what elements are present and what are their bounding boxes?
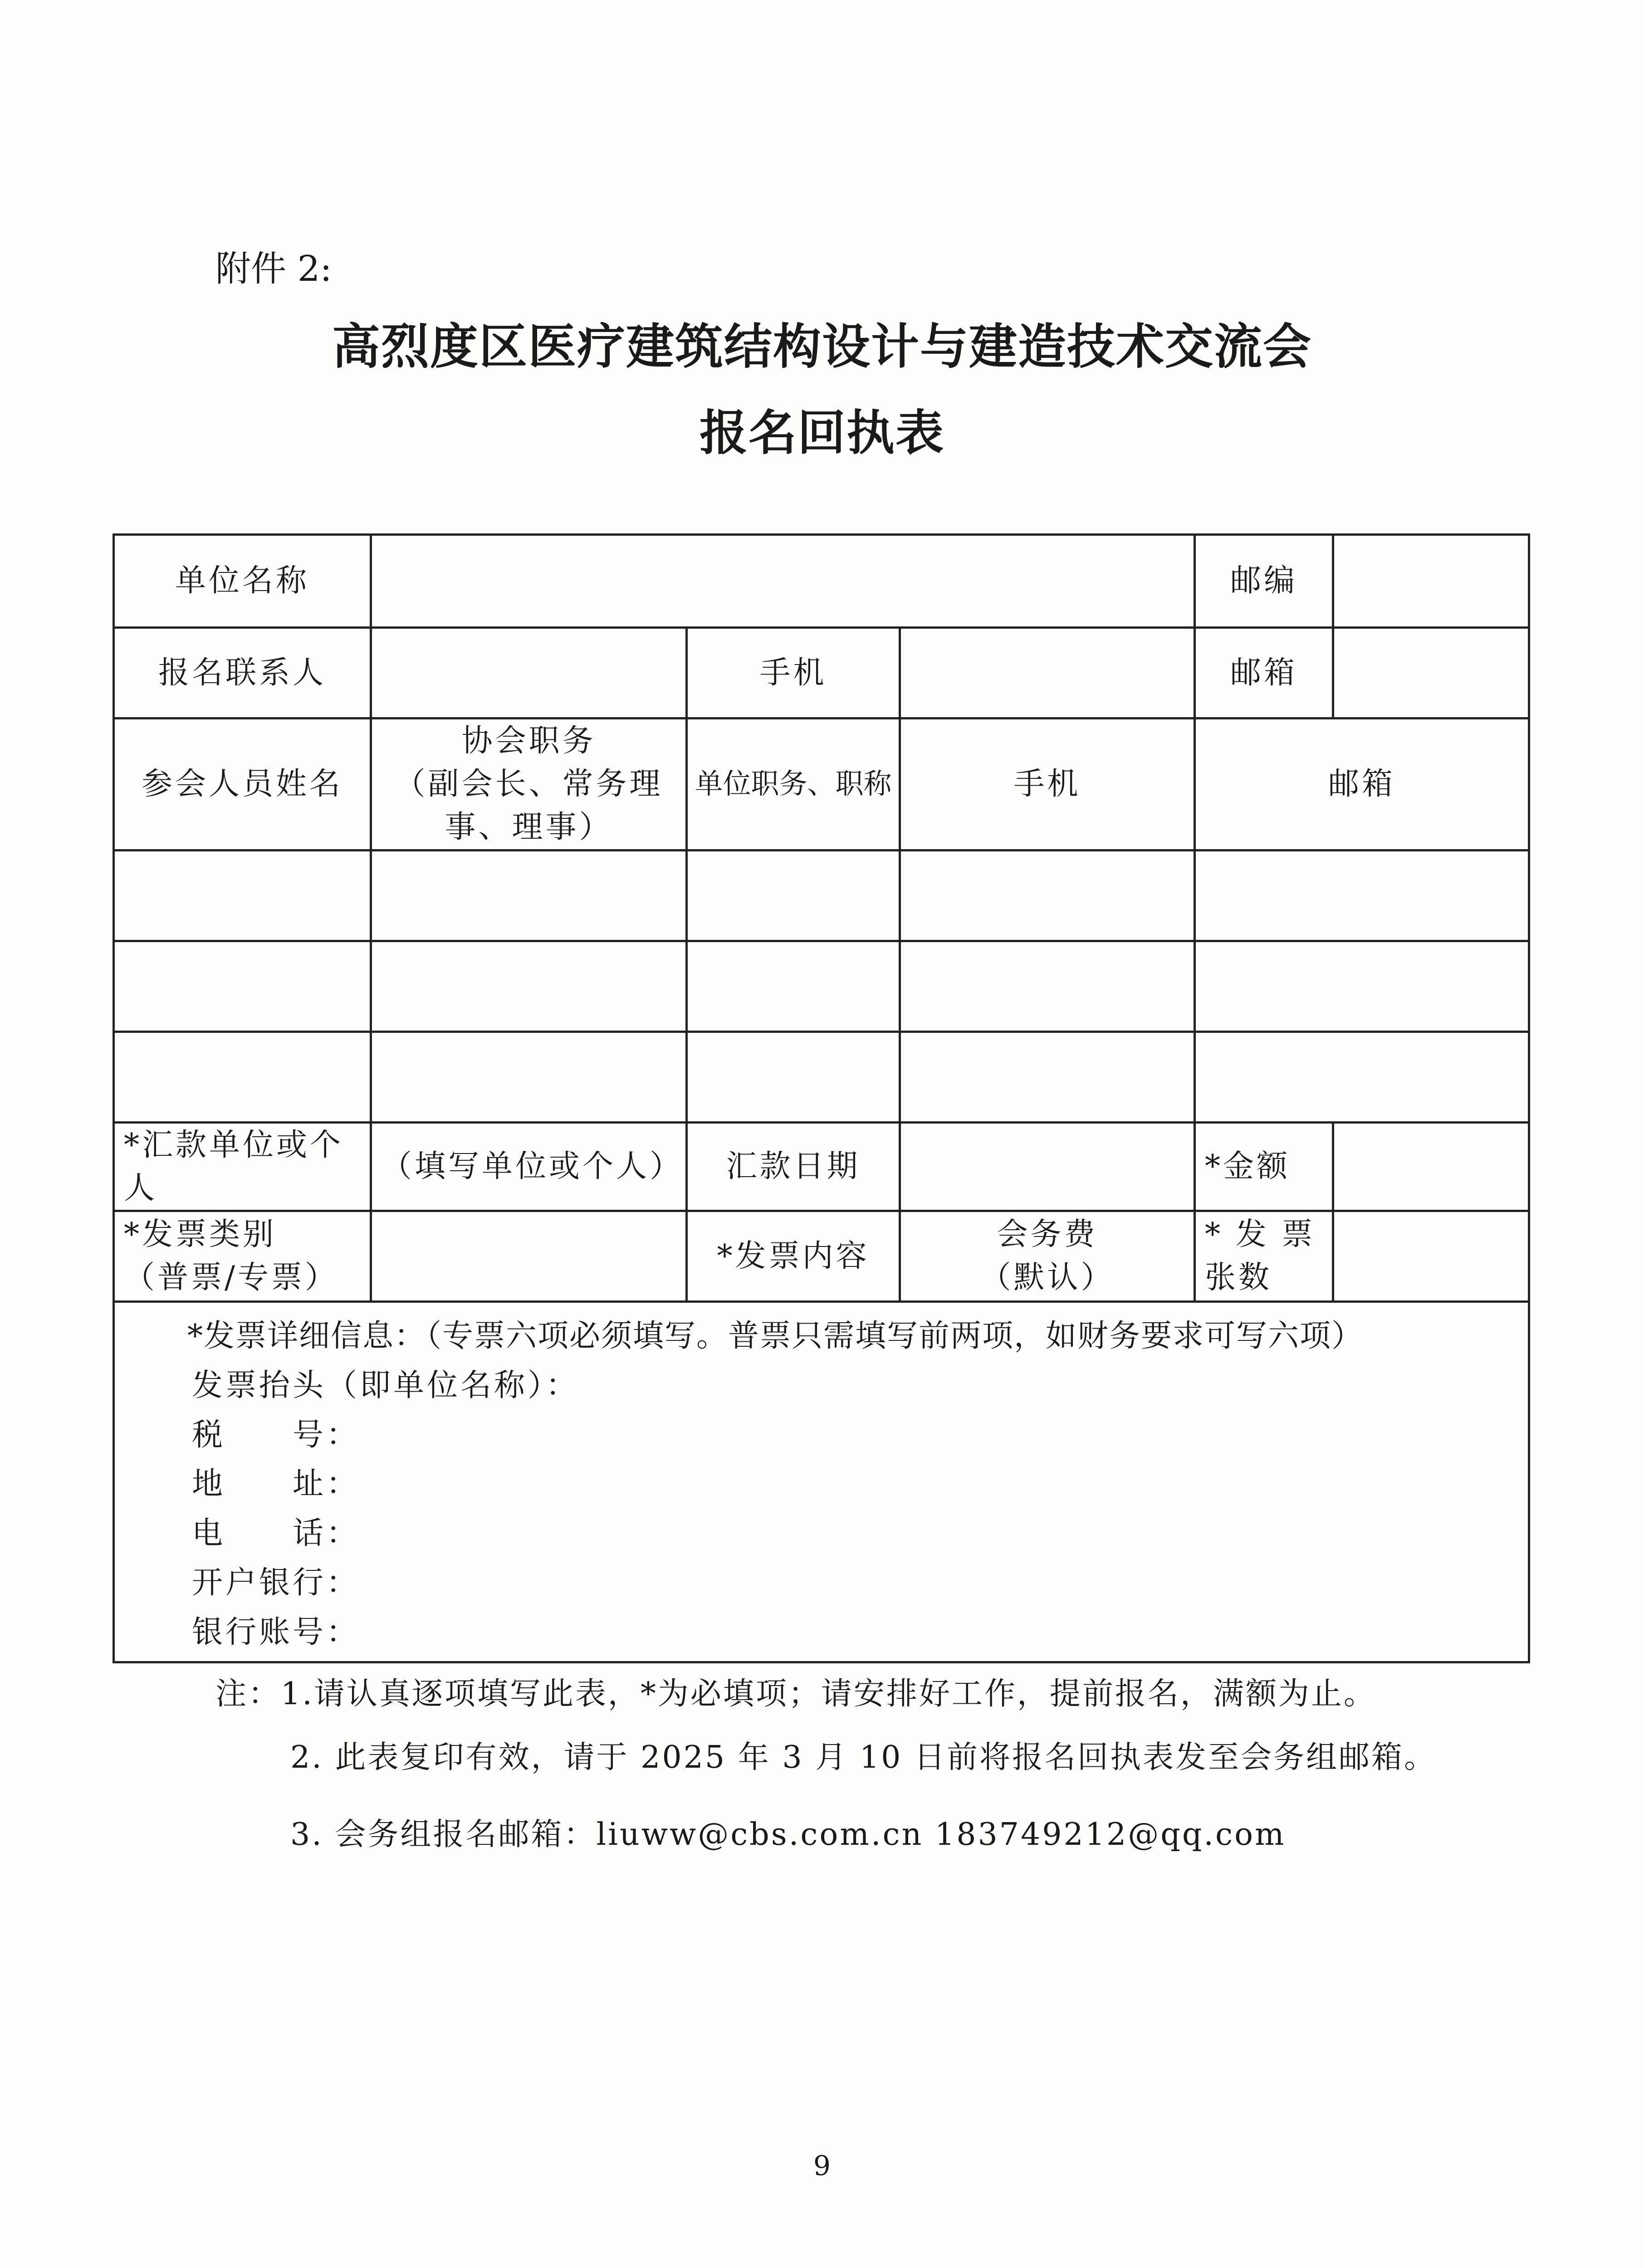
assoc-role-cell[interactable] xyxy=(371,941,687,1031)
mobile-cell[interactable] xyxy=(900,941,1195,1031)
invoice-title-line: 发票抬头（即单位名称）： xyxy=(192,1367,580,1403)
postcode-field[interactable] xyxy=(1333,535,1529,628)
invoice-count-line2: 张数 xyxy=(1205,1260,1272,1296)
invoice-detail-header: *发票详细信息：（专票六项必须填写。普票只需填写前两项，如财务要求可写六项） xyxy=(187,1318,1364,1354)
unit-title-cell[interactable] xyxy=(687,941,900,1031)
fee-line1: 会务费 xyxy=(997,1217,1098,1253)
mobile-field[interactable] xyxy=(900,628,1195,719)
remit-date-label: 汇款日期 xyxy=(687,1122,900,1211)
email-cell[interactable] xyxy=(1195,941,1529,1031)
invoice-type-label xyxy=(114,1211,371,1301)
invoice-count-line1: * 发 票 xyxy=(1205,1217,1316,1253)
fee-line2: （默认） xyxy=(980,1260,1115,1296)
note-3: 3. 会务组报名邮箱：liuww@cbs.com.cn 183749212@qq.com xyxy=(290,1817,1286,1853)
attendee-row xyxy=(114,850,1529,941)
remit-unit-label xyxy=(114,1122,371,1211)
bank-line: 开户银行： xyxy=(192,1564,360,1601)
attendee-row xyxy=(114,1031,1529,1122)
remit-unit-line2: 人 xyxy=(124,1170,158,1206)
unit-name-field[interactable] xyxy=(371,535,1195,628)
attendee-name-cell[interactable] xyxy=(114,1031,371,1122)
bank-account-line: 银行账号： xyxy=(192,1614,360,1650)
postcode-label: 邮编 xyxy=(1195,535,1333,628)
note-1: 注：1.请认真逐项填写此表，*为必填项；请安排好工作，提前报名，满额为止。 xyxy=(215,1676,1376,1712)
assoc-role-line1: 协会职务 xyxy=(461,723,596,759)
invoice-content-value xyxy=(900,1211,1195,1301)
invoice-type-line1: *发票类别 xyxy=(124,1217,277,1253)
attendee-name-cell[interactable] xyxy=(114,941,371,1031)
unit-title-cell[interactable] xyxy=(687,850,900,941)
invoice-row xyxy=(114,1211,1529,1301)
invoice-detail-section[interactable] xyxy=(114,1301,1529,1662)
attendee-header-row xyxy=(114,719,1529,850)
mobile-cell[interactable] xyxy=(900,1031,1195,1122)
email-cell[interactable] xyxy=(1195,1031,1529,1122)
mobile-label: 手机 xyxy=(687,628,900,719)
amount-label: *金额 xyxy=(1195,1122,1333,1211)
attendee-name-header: 参会人员姓名 xyxy=(114,719,371,850)
email-label: 邮箱 xyxy=(1195,628,1333,719)
assoc-role-cell[interactable] xyxy=(371,850,687,941)
mobile-header: 手机 xyxy=(900,719,1195,850)
address-line: 地 址： xyxy=(192,1466,360,1502)
email-cell[interactable] xyxy=(1195,850,1529,941)
remit-unit-field[interactable]: （填写单位或个人） xyxy=(371,1122,687,1211)
invoice-detail-row xyxy=(114,1301,1529,1662)
note-2: 2. 此表复印有效，请于 2025 年 3 月 10 日前将报名回执表发至会务组邮箱。 xyxy=(290,1740,1437,1775)
invoice-content-label: *发票内容 xyxy=(687,1211,900,1301)
unit-name-label: 单位名称 xyxy=(114,535,371,628)
assoc-role-cell[interactable] xyxy=(371,1031,687,1122)
invoice-count-label xyxy=(1195,1211,1333,1301)
invoice-type-line2: （普票/专票） xyxy=(124,1260,338,1296)
invoice-type-field[interactable] xyxy=(371,1211,687,1301)
mobile-cell[interactable] xyxy=(900,850,1195,941)
invoice-count-field[interactable] xyxy=(1333,1211,1529,1301)
registration-form xyxy=(113,533,1530,1663)
page-title: 高烈度区医疗建筑结构设计与建造技术交流会 xyxy=(332,318,1312,375)
attachment-label: 附件 2: xyxy=(215,249,332,289)
assoc-role-header xyxy=(371,719,687,850)
contact-label: 报名联系人 xyxy=(114,628,371,719)
form-row-contact xyxy=(114,628,1529,719)
assoc-role-line2: （副会长、常务理 xyxy=(394,766,663,802)
page-subtitle: 报名回执表 xyxy=(700,404,944,461)
contact-field[interactable] xyxy=(371,628,687,719)
form-row-unit xyxy=(114,535,1529,628)
email-header: 邮箱 xyxy=(1195,719,1529,850)
phone-line: 电 话： xyxy=(192,1515,360,1552)
attendee-row xyxy=(114,941,1529,1031)
amount-field[interactable] xyxy=(1333,1122,1529,1211)
attendee-name-cell[interactable] xyxy=(114,850,371,941)
assoc-role-line3: 事、理事） xyxy=(445,809,613,846)
unit-title-cell[interactable] xyxy=(687,1031,900,1122)
unit-title-header: 单位职务、职称 xyxy=(687,719,900,850)
tax-number-line: 税 号： xyxy=(192,1417,360,1453)
remit-unit-line1: *汇款单位或个 xyxy=(124,1127,344,1163)
remittance-row xyxy=(114,1122,1529,1211)
email-field[interactable] xyxy=(1333,628,1529,719)
page-number: 9 xyxy=(813,2150,831,2182)
remit-date-field[interactable] xyxy=(900,1122,1195,1211)
